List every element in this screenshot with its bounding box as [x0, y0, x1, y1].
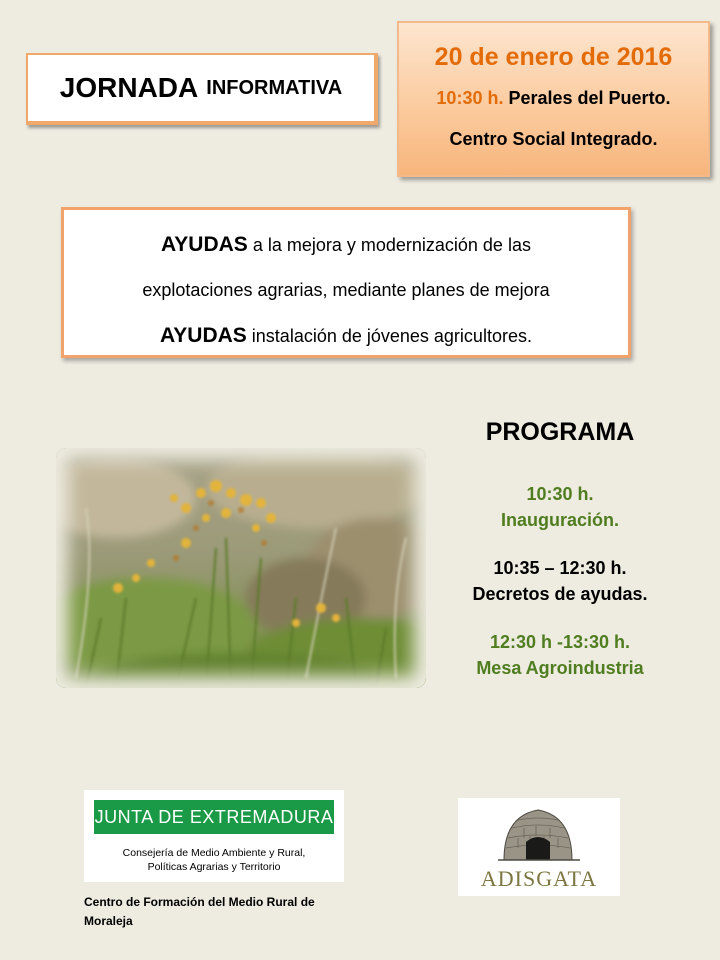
ayudas-box: [61, 207, 631, 358]
ayudas-line-2: explotaciones agrarias, mediante planes de mejora: [142, 280, 550, 300]
programa-item-1-time: 10:30 h.: [526, 484, 594, 504]
event-date: 20 de enero de 2016: [434, 43, 673, 71]
stone-hut-icon: [458, 798, 620, 868]
title-informativa: INFORMATIVA: [206, 76, 343, 99]
programa-item-2-desc: Decretos de ayudas.: [472, 584, 648, 604]
junta-extremadura-logo: [84, 790, 344, 882]
programa-item-1-desc: Inauguración.: [500, 510, 619, 530]
ayudas-line-3: [64, 313, 628, 359]
ayudas-text-2: instalación de jóvenes agricultores.: [251, 326, 532, 346]
junta-logo-title: JUNTA DE EXTREMADURA: [94, 800, 334, 834]
ayudas-label-1: AYUDAS: [161, 233, 248, 256]
event-time-place: [399, 88, 708, 109]
programa-item-2: [430, 555, 690, 607]
programa-section: [430, 418, 690, 681]
adisgata-logo: [458, 798, 620, 896]
programa-item-3-desc: Mesa Agroindustria: [476, 658, 644, 678]
flower-photo: [56, 448, 426, 688]
title-jornada: JORNADA: [59, 72, 199, 103]
event-venue: Centro Social Integrado.: [449, 129, 658, 149]
event-info-box: [397, 21, 710, 177]
event-time: 10:30 h.: [436, 88, 504, 108]
ayudas-label-2: AYUDAS: [160, 324, 247, 347]
centro-formacion-text: Centro de Formación del Medio Rural de Moraleja: [84, 895, 315, 928]
junta-logo-sub-1: Consejería de Medio Ambiente y Rural,: [122, 847, 306, 859]
junta-logo-sub-2: Políticas Agrarias y Territorio: [147, 861, 281, 873]
programa-item-3: [430, 629, 690, 681]
event-place: Perales del Puerto.: [508, 88, 671, 108]
programa-heading: PROGRAMA: [485, 418, 635, 446]
title-box: [26, 53, 378, 125]
ayudas-line-1: [64, 222, 628, 268]
adisgata-name: ADISGATA: [480, 866, 598, 891]
junta-logo-subtitle: [94, 846, 334, 874]
programa-item-1: [430, 481, 690, 533]
programa-item-3-time: 12:30 h -13:30 h.: [489, 632, 631, 652]
ayudas-text-1: a la mejora y modernización de las: [252, 235, 531, 255]
programa-item-2-time: 10:35 – 12:30 h.: [493, 558, 627, 578]
